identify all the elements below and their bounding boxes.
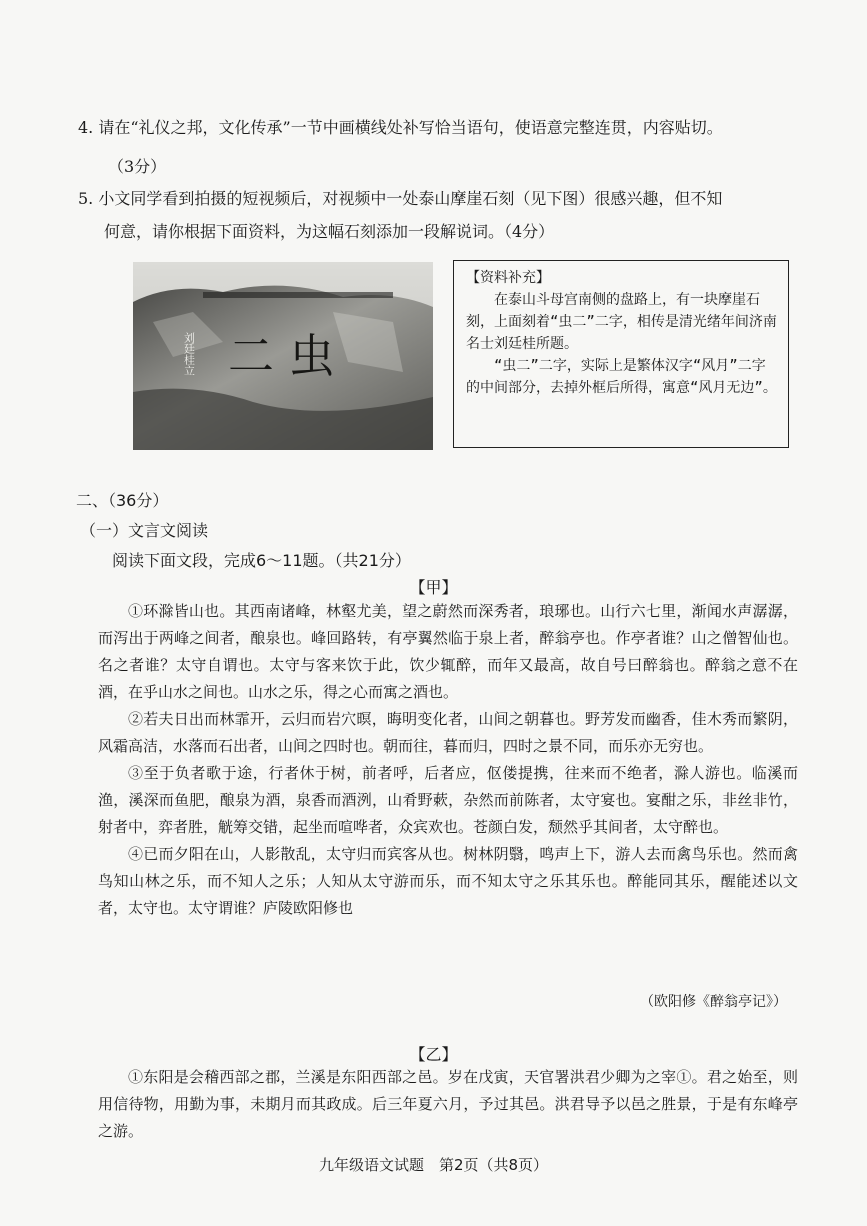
- carving-text: 二 虫: [228, 329, 335, 383]
- question-5-number: 5.: [78, 189, 94, 208]
- rock-carving-photo: [133, 262, 433, 450]
- question-5-line1: 小文同学看到拍摄的短视频后，对视频中一处泰山摩崖石刻（见下图）很感兴趣，但不知: [98, 189, 723, 208]
- passage-jia-paragraph: ④已而夕阳在山，人影散乱，太守归而宾客从也。树林阴翳，鸣声上下，游人去而禽鸟乐也。然而禽鸟知山林之乐，而不知人之乐；人知从太守游而乐，而不知太守之乐其乐也。醉能同其乐，醒能述以文者，太守也。太守谓谁？庐陵欧阳修也: [98, 845, 798, 917]
- question-5: [78, 188, 722, 210]
- passage-yi-paragraph: ①东阳是会稽西部之郡，兰溪是东阳西部之邑。岁在戊寅，天官署洪君少卿为之宰①。君之始至，则用信待物，用勤为事，未期月而其政成。后三年夏六月，予过其邑。洪君导予以邑之胜景，于是有东峰亭之游。: [98, 1068, 798, 1140]
- box-title: 【资料补充】: [466, 270, 550, 286]
- passage-jia-source: （欧阳修《醉翁亭记》）: [640, 994, 787, 1010]
- passage-jia-paragraph: ②若夫日出而林霏开，云归而岩穴暝，晦明变化者，山间之朝暮也。野芳发而幽香，佳木秀而繁阴，风霜高洁，水落而石出者，山间之四时也。朝而往，暮而归，四时之景不同，而乐亦无穷也。: [98, 710, 798, 755]
- question-4-score: （3分）: [108, 157, 167, 176]
- passage-yi: [98, 1064, 798, 1145]
- passage-jia-paragraph: ①环滁皆山也。其西南诸峰，林壑尤美，望之蔚然而深秀者，琅琊也。山行六七里，渐闻水声潺潺，而泻出于两峰之间者，酿泉也。峰回路转，有亭翼然临于泉上者，醉翁亭也。作亭者谁？山之僧智仙也。名之者谁？太守自谓也。太守与客来饮于此，饮少辄醉，而年又最高，故自号曰醉翁也。醉翁之意不在酒，在乎山水之间也。山水之乐，得之心而寓之酒也。: [98, 602, 798, 701]
- question-5-line2: 何意，请你根据下面资料，为这幅石刻添加一段解说词。（4分）: [104, 222, 555, 241]
- passage-jia-paragraph: ③至于负者歌于途，行者休于树，前者呼，后者应，伛偻提携，往来而不绝者，滁人游也。临溪而渔，溪深而鱼肥，酿泉为酒，泉香而酒洌，山肴野蔌，杂然而前陈者，太守宴也。宴酣之乐，非丝非竹，射者中，弈者胜，觥筹交错，起坐而喧哗者，众宾欢也。苍颜白发，颓然乎其间者，太守醉也。: [98, 764, 798, 836]
- rock-carving-image: [133, 262, 433, 450]
- classical-reading-heading: （一）文言文阅读: [80, 521, 209, 540]
- supplementary-material-box: [453, 260, 789, 448]
- reading-instruction: 阅读下面文段，完成6～11题。（共21分）: [112, 551, 411, 570]
- question-4-text: 请在“礼仪之邦，文化传承”一节中画横线处补写恰当语句，使语意完整连贯，内容贴切。: [98, 118, 723, 137]
- passage-jia-heading: 【甲】: [409, 578, 458, 597]
- page-footer: 九年级语文试题 第2页（共8页）: [318, 1156, 549, 1174]
- box-paragraph-2: “虫二”二字，实际上是繁体汉字“风月”二字的中间部分，去掉外框后所得，寓意“风月无边”。: [466, 358, 777, 396]
- carving-caption: 刘廷桂立: [182, 332, 196, 376]
- passage-jia: [98, 598, 798, 922]
- question-4: [78, 117, 723, 139]
- box-paragraph-1: 在泰山斗母宫南侧的盘路上，有一块摩崖石刻，上面刻着“虫二”二字，相传是清光绪年间济南名士刘廷桂所题。: [466, 292, 777, 352]
- question-4-number: 4.: [78, 118, 94, 137]
- part-2-heading: 二、（36分）: [76, 491, 169, 510]
- passage-yi-heading: 【乙】: [409, 1045, 458, 1064]
